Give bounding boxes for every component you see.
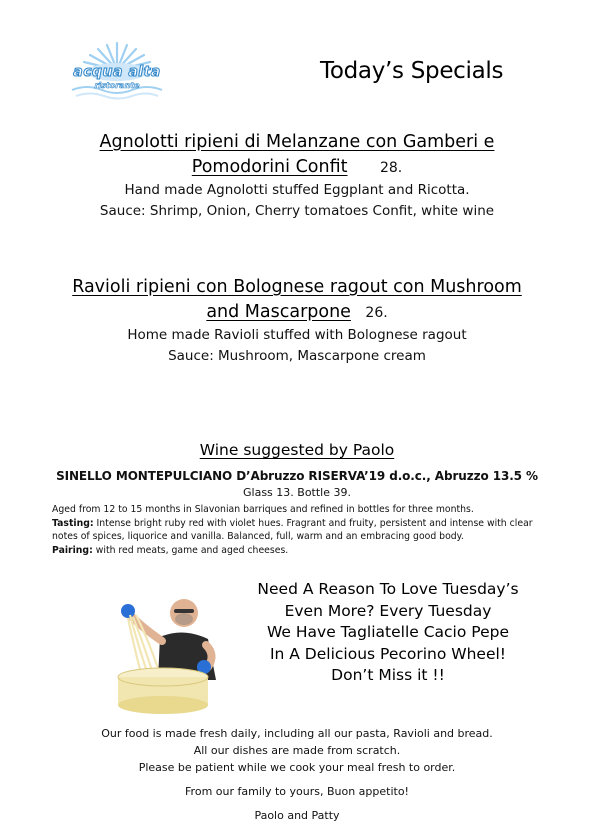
wine-pairing <box>52 544 552 558</box>
footer-signature: Paolo and Patty <box>254 809 340 822</box>
dish-price: 26. <box>365 305 388 321</box>
promo-line: Don’t Miss it !! <box>331 666 445 684</box>
dish-price: 28. <box>379 160 403 176</box>
pairing-text: with red meats, game and aged cheeses. <box>92 544 289 556</box>
chef-pecorino-wheel-photo <box>108 585 238 715</box>
dish-name: Agnolotti ripieni di Melanzane con Gamberi e <box>99 132 495 152</box>
wine-heading: Wine suggested by Paolo <box>199 441 395 459</box>
dish-name-continued: Pomodorini Confit <box>191 157 348 177</box>
wine-section <box>40 441 554 499</box>
logo-wordmark: acqua alta <box>73 64 161 80</box>
wine-tasting <box>52 517 552 544</box>
footer-line: All our dishes are made from scratch. <box>193 744 401 757</box>
footer-note <box>40 725 554 824</box>
footer-greeting: From our family to yours, Buon appetito! <box>185 785 409 798</box>
tasting-text: Intense bright ruby red with violet hues. Fragrant and fruity, persistent and intense with clear notes of spices, liquorice and vanilla. Balanced, full, warm and an embracing good body. <box>52 517 533 542</box>
dish-name: Ravioli ripieni con Bolognese ragout con Mushroom <box>72 277 522 297</box>
footer-line: Our food is made fresh daily, including all our pasta, Ravioli and bread. <box>101 727 493 740</box>
logo-subtitle: ristorante <box>94 81 140 90</box>
wine-notes <box>52 503 552 557</box>
footer-line: Please be patient while we cook your meal fresh to order. <box>138 761 456 774</box>
special-dish <box>30 130 564 221</box>
restaurant-logo <box>62 40 172 102</box>
tasting-label: Tasting: <box>52 517 94 529</box>
dish-name-continued: and Mascarpone <box>206 302 351 322</box>
pairing-label: Pairing: <box>52 544 93 556</box>
wine-name: SINELLO MONTEPULCIANO D’Abruzzo RISERVA’19 d.o.c., Abruzzo 13.5 % <box>56 469 538 483</box>
promo-line: We Have Tagliatelle Cacio Pepe <box>267 623 509 641</box>
wine-aging: Aged from 12 to 15 months in Slavonian barriques and refined in bottles for three months. <box>52 504 474 515</box>
dish-sauce: Sauce: Mushroom, Mascarpone cream <box>168 347 426 364</box>
page-title: Today’s Specials <box>320 58 504 84</box>
promo-line: Need A Reason To Love Tuesday’s <box>257 580 519 598</box>
dish-description: Home made Ravioli stuffed with Bolognese ragout <box>127 327 467 343</box>
dish-sauce: Sauce: Shrimp, Onion, Cherry tomatoes Confit, white wine <box>99 202 495 219</box>
promo-line: Even More? Every Tuesday <box>284 601 492 620</box>
promo-line: In A Delicious Pecorino Wheel! <box>269 644 507 663</box>
special-dish <box>30 275 564 366</box>
wine-price: Glass 13. Bottle 39. <box>243 486 351 499</box>
dish-description: Hand made Agnolotti stuffed Eggplant and Ricotta. <box>124 182 470 198</box>
tuesday-promo <box>240 579 536 687</box>
